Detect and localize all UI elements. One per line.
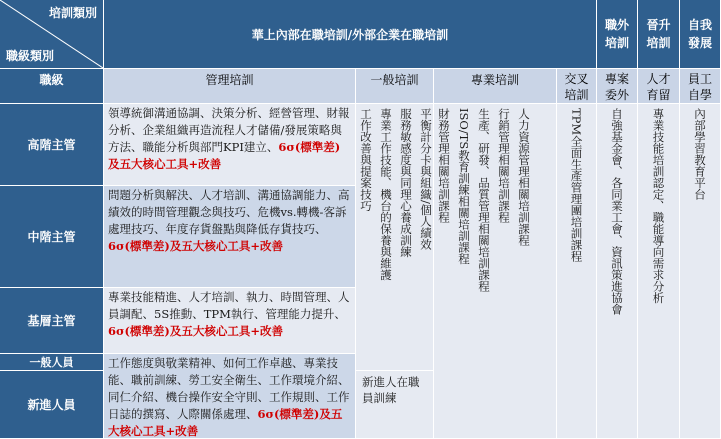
external-header-label: 職外培訓 xyxy=(604,18,629,50)
general-item-4: 工作改善與提案技巧 xyxy=(359,108,373,212)
cross-cell xyxy=(557,104,597,439)
cross-item-1: TPM全面生產管理團培訓課程 xyxy=(569,108,584,262)
external-header xyxy=(597,0,638,69)
corner-bottom-label: 職級類別 xyxy=(6,49,55,63)
talent-cell xyxy=(638,104,680,439)
mgmt-junior-red: 6σ(標準差)及五大核心工具+改善 xyxy=(108,324,283,338)
self-header xyxy=(680,0,721,69)
row-junior-label: 基層主管 xyxy=(27,314,76,328)
self-study-item-1: 內部學習教育平台 xyxy=(693,108,707,200)
professional-item-3: 生產、研發、品質管理相關培訓課程 xyxy=(477,108,491,292)
commission-header-label: 專案委外 xyxy=(604,72,629,102)
main-header-label: 華上內部在職培訓/外部企業在職培訓 xyxy=(251,27,449,42)
management-header xyxy=(104,69,356,104)
row-middle-label: 中階主管 xyxy=(27,230,76,244)
mgmt-staff-red: 6σ(標準差)及五大核心工具+改善 xyxy=(108,407,343,438)
self-study-header xyxy=(680,69,721,104)
rank-header-label: 職級 xyxy=(39,73,64,87)
main-header xyxy=(104,0,597,69)
promotion-header xyxy=(638,0,680,69)
row-junior xyxy=(0,288,104,354)
mgmt-middle-cell xyxy=(104,186,356,288)
mgmt-senior-red: 6σ(標準差)及五大核心工具+改善 xyxy=(108,140,341,171)
row-general-staff-label: 一般人員 xyxy=(29,356,74,369)
commission-header xyxy=(597,69,638,104)
mgmt-staff-cell xyxy=(104,354,356,439)
professional-item-5: 財務管理相關培訓課程 xyxy=(437,108,451,223)
general-header xyxy=(356,69,434,104)
general-item-2: 服務敏感度與同理心養成訓練 xyxy=(399,108,413,258)
row-senior xyxy=(0,104,104,186)
commission-item-1: 自強基金會、各同業工會、資訊策進協會 xyxy=(610,108,624,315)
self-header-label: 自我發展 xyxy=(687,18,712,50)
mgmt-middle-red: 6σ(標準差)及五大核心工具+改善 xyxy=(108,239,283,253)
corner-header xyxy=(0,0,104,69)
rank-header xyxy=(0,69,104,104)
professional-cell xyxy=(434,104,557,439)
self-study-header-label: 員工自學 xyxy=(687,72,712,102)
general-item-3: 專業工作技能、機台的保養與維護 xyxy=(379,108,393,281)
professional-item-4: ISO/TS教育訓練相關培訓課程 xyxy=(457,108,471,265)
row-senior-label: 高階主管 xyxy=(27,138,76,152)
mgmt-middle-text: 問題分析與解決、人才培訓、溝通協調能力、高績效的時間管理觀念與技巧、危機vs.轉機-客訴處理技巧、年度存貨盤點與降低存貨技巧、 xyxy=(108,188,350,236)
commission-cell xyxy=(597,104,638,439)
general-header-label: 一般培訓 xyxy=(370,73,419,87)
professional-header xyxy=(434,69,557,104)
general-new-staff-cell xyxy=(356,371,434,439)
cross-header xyxy=(557,69,597,104)
promotion-header-label: 晉升培訓 xyxy=(646,18,671,50)
corner-top-label: 培訓類別 xyxy=(48,6,97,20)
row-new-staff xyxy=(0,371,104,439)
professional-header-label: 專業培訓 xyxy=(470,73,519,87)
row-general-staff xyxy=(0,354,104,371)
talent-header xyxy=(638,69,680,104)
professional-item-1: 人力資源管理相關培訓課程 xyxy=(517,108,531,246)
mgmt-junior-cell xyxy=(104,288,356,354)
management-header-label: 管理培訓 xyxy=(205,73,254,87)
general-item-1: 平衡計分卡與組織/個人績效 xyxy=(419,108,433,250)
general-new-staff-text: 新進人在職員訓練 xyxy=(362,375,420,405)
cross-header-label: 交叉培訓 xyxy=(564,72,589,102)
self-study-cell xyxy=(680,104,721,439)
mgmt-staff-text: 工作態度與敬業精神、如何工作卓越、專業技能、職前訓練、勞工安全衛生、工作環境介紹、同仁介紹、機台操作安全守則、工作規則、工作日誌的撰寫、人際關係處理、 xyxy=(108,356,350,421)
talent-header-label: 人才育留 xyxy=(646,72,671,102)
professional-item-2: 行銷管理相關培訓課程 xyxy=(497,108,511,223)
row-new-staff-label: 新進人員 xyxy=(27,398,76,412)
mgmt-senior-text: 領導統御溝通協調、決策分析、經營管理、財報分析、企業組織再造流程人才儲備/發展策略與方法、職能分析與部門KPI建立、 xyxy=(108,106,350,154)
general-cell xyxy=(356,104,434,371)
row-middle xyxy=(0,186,104,288)
mgmt-senior-cell xyxy=(104,104,356,186)
talent-item-1: 專業技能培訓認定、職能導向需求分析 xyxy=(651,108,666,304)
mgmt-junior-text: 專業技能精進、人才培訓、執力、時間管理、人員調配、5S推動、TPM執行、管理能力提升、 xyxy=(108,290,350,321)
